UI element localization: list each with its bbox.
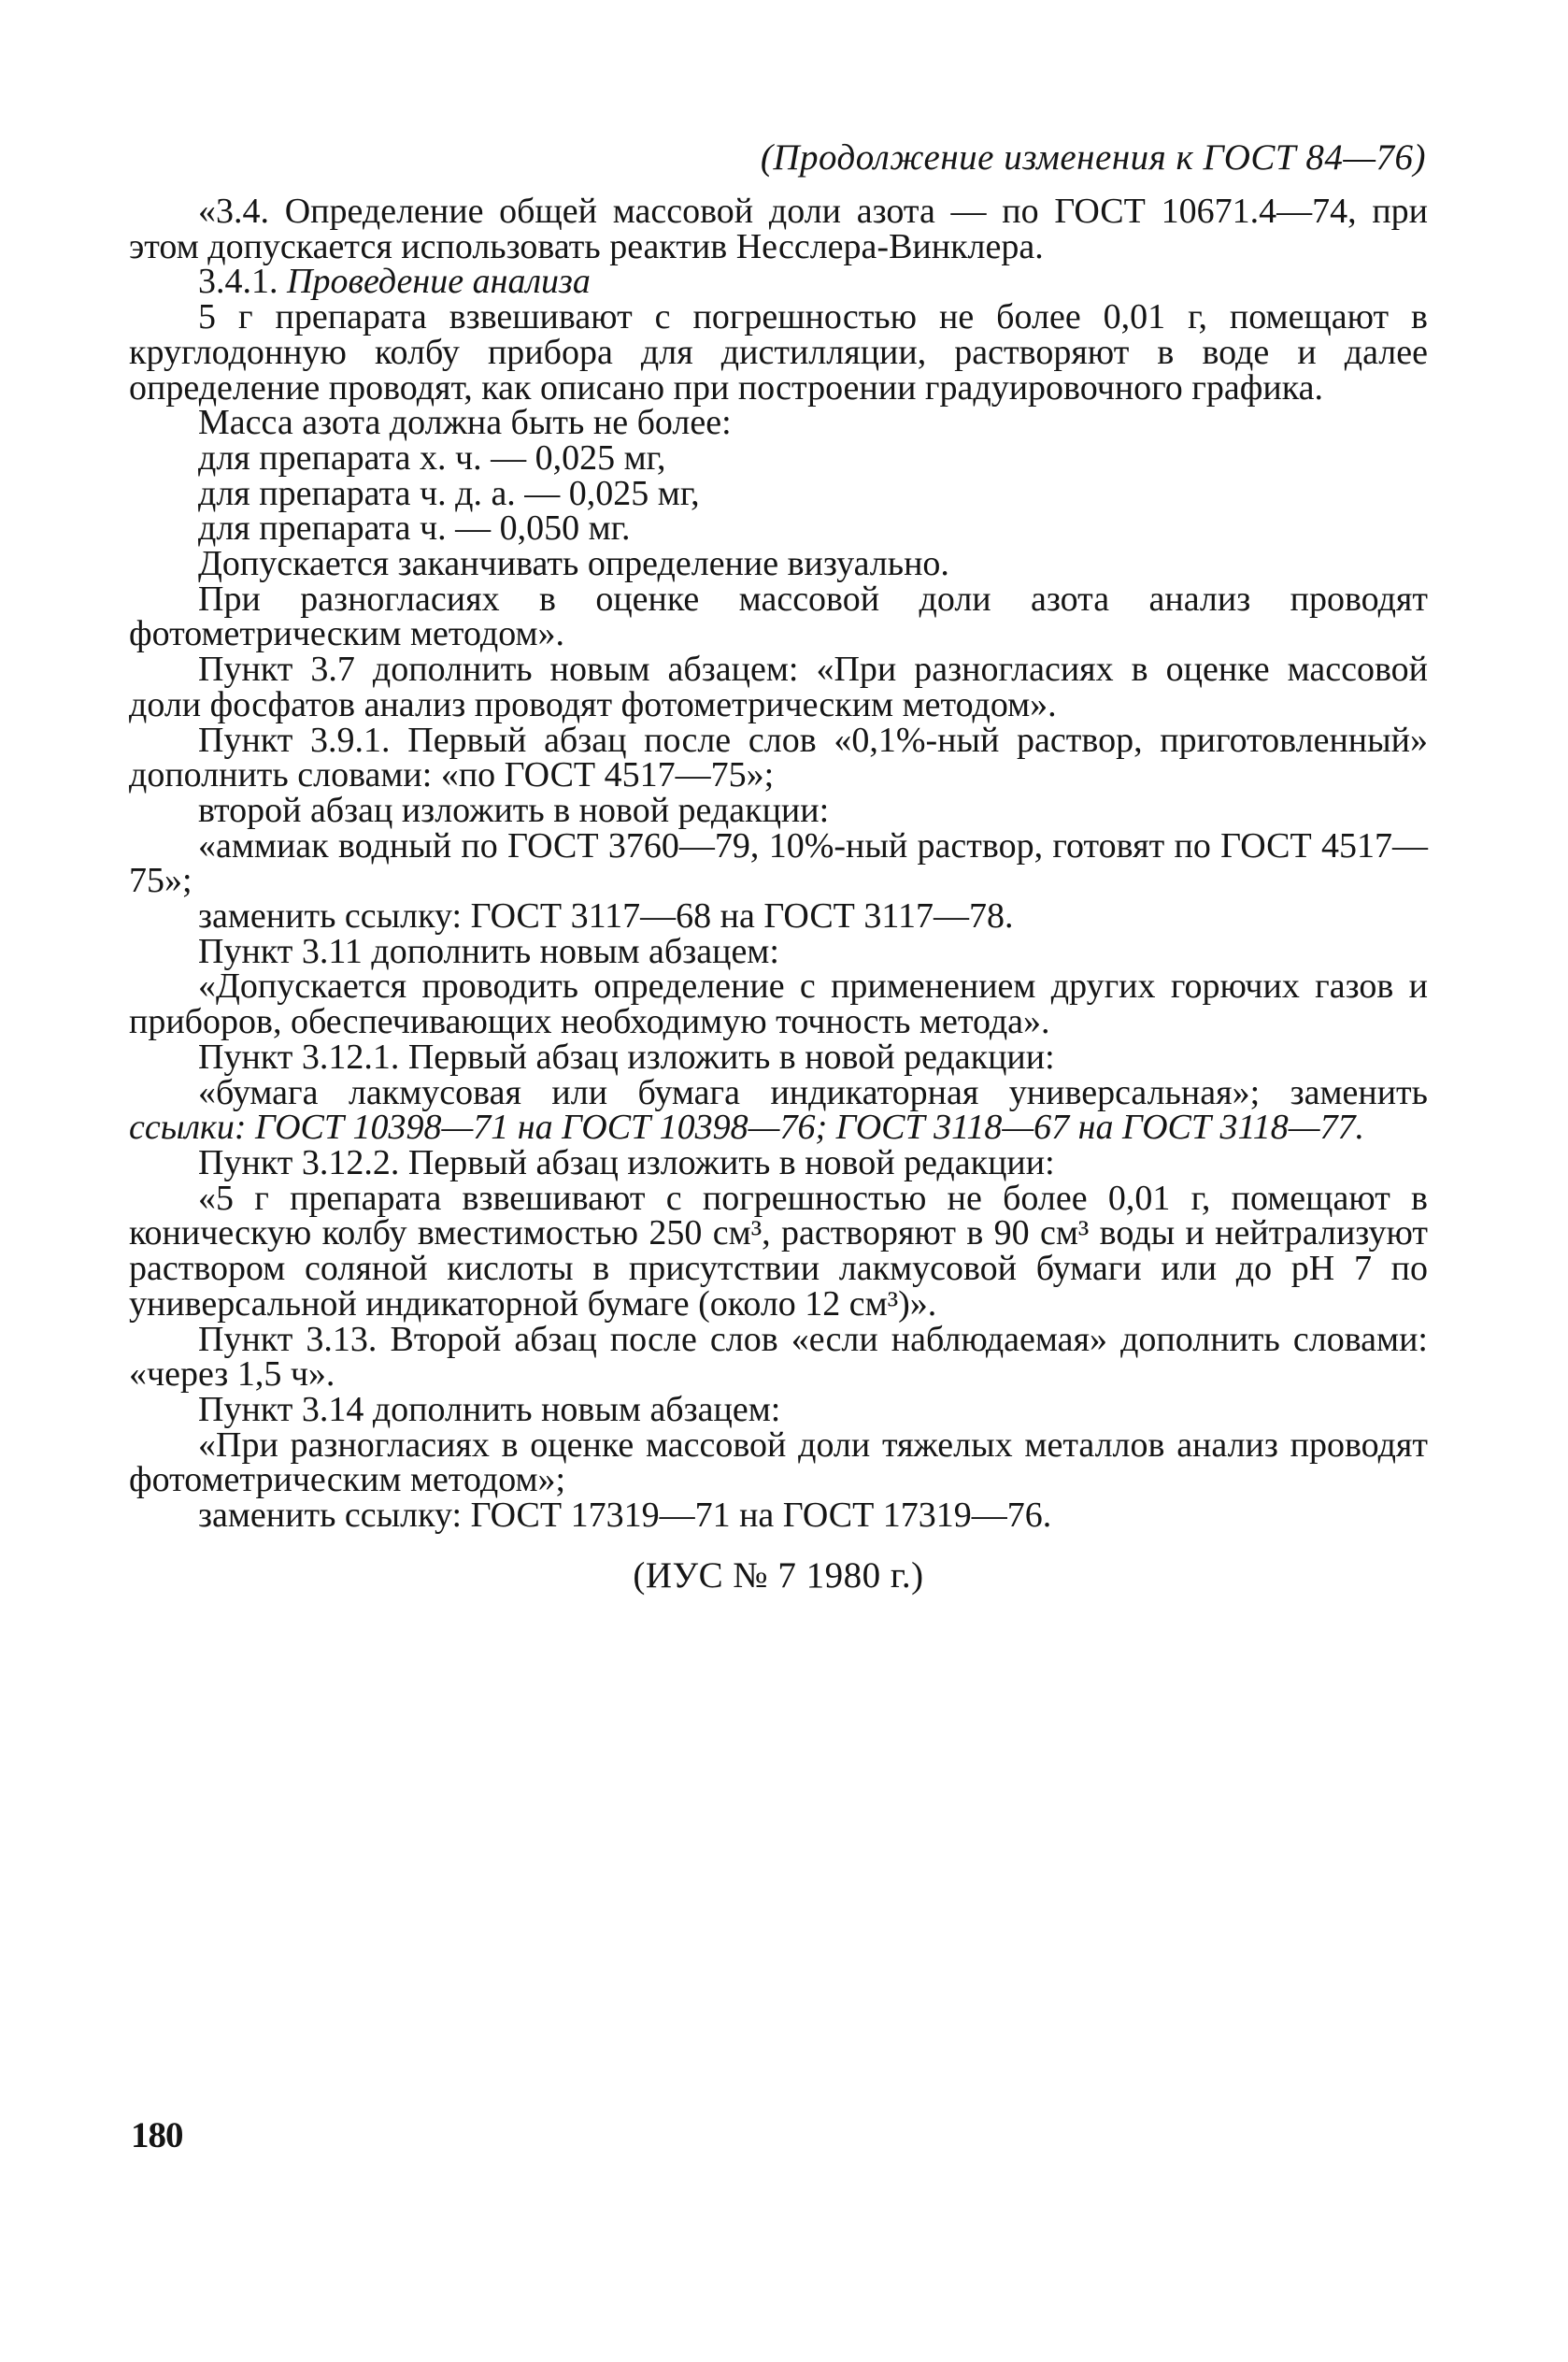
subsection-title: Проведение анализа xyxy=(287,262,591,302)
paragraph: Пункт 3.13. Второй абзац после слов «если наблюдаемая» дополнить словами: «через 1,5 ч». xyxy=(129,1319,1428,1395)
page-number: 180 xyxy=(131,2115,183,2155)
paragraph: «3.4. Определение общей массовой доли азота — по ГОСТ 10671.4—74, при этом допускается использовать реактив Несслера-Винклера. xyxy=(129,192,1428,266)
page-header: (Продолжение изменения к ГОСТ 84—76) xyxy=(760,137,1426,178)
source-note: (ИУС № 7 1980 г.) xyxy=(633,1554,924,1596)
paragraph: «При разногласиях в оценке массовой доли тяжелых металлов анализ проводят фотометрическим методом»; xyxy=(129,1424,1428,1500)
paragraph: Пункт 3.12.1. Первый абзац изложить в новой редакции: xyxy=(198,1037,1055,1077)
paragraph: Масса азота должна быть не более: xyxy=(198,403,732,443)
subsection-heading xyxy=(129,262,1428,302)
paragraph: 5 г препарата взвешивают с погрешностью не более 0,01 г, помещают в круглодонную колбу прибора для дистилляции, растворяют в воде и далее определение проводят, как описано при построении градуировочного графика. xyxy=(129,297,1428,408)
paragraph: При разногласиях в оценке массовой доли азота анализ проводят фотометрическим методом». xyxy=(129,579,1428,654)
paragraph: Пункт 3.9.1. Первый абзац после слов «0,1%-ный раствор, приготовленный» дополнить словами: «по ГОСТ 4517—75»; xyxy=(129,720,1428,795)
paragraph: заменить ссылку: ГОСТ 17319—71 на ГОСТ 17319—76. xyxy=(198,1496,1052,1536)
paragraph: заменить ссылку: ГОСТ 3117—68 на ГОСТ 3117—78. xyxy=(198,896,1014,937)
paragraph: Пункт 3.14 дополнить новым абзацем: xyxy=(198,1389,781,1429)
paragraph: «Допускается проводить определение с применением других горючих газов и приборов, обеспечивающих необходимую точность метода». xyxy=(129,966,1428,1042)
paragraph: Пункт 3.12.2. Первый абзац изложить в новой редакции: xyxy=(198,1142,1055,1182)
subsection-number: 3.4.1. xyxy=(198,262,278,302)
paragraph: «бумага лакмусовая или бумага индикаторная универсальная»; заменить xyxy=(198,1072,1428,1112)
paragraph: Допускается заканчивать определение визуально. xyxy=(198,544,949,584)
paragraph: Пункт 3.7 дополнить новым абзацем: «При разногласиях в оценке массовой доли фосфатов анализ проводят фотометрическим методом». xyxy=(129,650,1428,724)
paragraph: ссылки: ГОСТ 10398—71 на ГОСТ 10398—76; ГОСТ 3118—67 на ГОСТ 3118—77. xyxy=(129,1108,1364,1148)
list-item: для препарата ч. — 0,050 мг. xyxy=(198,508,631,549)
list-item: для препарата ч. д. а. — 0,025 мг, xyxy=(198,473,700,513)
document-body xyxy=(129,192,1428,1596)
paragraph: «аммиак водный по ГОСТ 3760—79, 10%-ный раствор, готовят по ГОСТ 4517—75»; xyxy=(129,825,1428,901)
paragraph: Пункт 3.11 дополнить новым абзацем: xyxy=(198,931,779,971)
list-item: для препарата х. ч. — 0,025 мг, xyxy=(198,437,666,478)
paragraph: второй абзац изложить в новой редакции: xyxy=(198,790,830,830)
paragraph: «5 г препарата взвешивают с погрешностью не более 0,01 г, помещают в коническую колбу вместимостью 250 см³, растворяют в 90 см³ воды и нейтрализуют раствором соляной кислоты в присутствии лакмусовой бумаги или до рН 7 по универсальной индикаторной бумаге (около 12 см³)». xyxy=(129,1178,1428,1324)
